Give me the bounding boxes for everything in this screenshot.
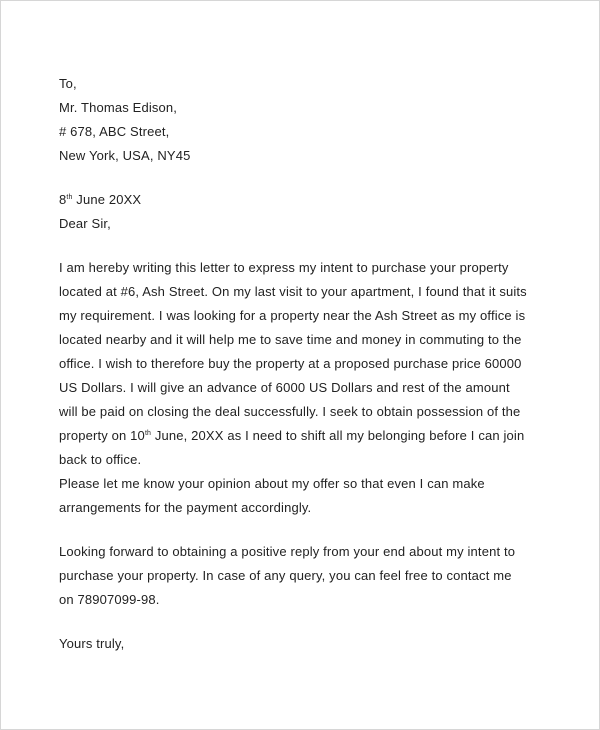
recipient-street: # 678, ABC Street, (59, 124, 170, 139)
spacer (59, 236, 529, 256)
letter-date (59, 188, 529, 212)
spacer (59, 612, 529, 632)
body-line: Please let me know your opinion about my offer so that even I can make (59, 476, 485, 491)
date-rest: June 20XX (72, 192, 142, 207)
letter-body (59, 72, 529, 656)
body-line: Looking forward to obtaining a positive reply from your end about my intent to (59, 544, 516, 559)
recipient-name: Mr. Thomas Edison, (59, 100, 178, 115)
body-line: office. I wish to therefore buy the property at a proposed purchase price 60000 (59, 356, 522, 371)
recipient-city: New York, USA, NY45 (59, 148, 191, 163)
body-line (59, 424, 529, 448)
body-line-part: June, 20XX as I need to shift all my belonging before I can join (151, 428, 525, 443)
body-line: back to office. (59, 452, 142, 467)
body-line: arrangements for the payment accordingly. (59, 500, 312, 515)
spacer (59, 520, 529, 540)
closing: Yours truly, (59, 636, 125, 651)
body-line: located at #6, Ash Street. On my last visit to your apartment, I found that it suits (59, 284, 527, 299)
body-line: will be paid on closing the deal successfully. I seek to obtain possession of the (59, 404, 521, 419)
body-line: located nearby and it will help me to save time and money in commuting to the (59, 332, 522, 347)
body-line-part: property on 10 (59, 428, 145, 443)
body-line: my requirement. I was looking for a property near the Ash Street as my office is (59, 308, 526, 323)
address-to: To, (59, 76, 77, 91)
body-line: I am hereby writing this letter to express my intent to purchase your property (59, 260, 509, 275)
body-line: purchase your property. In case of any query, you can feel free to contact me (59, 568, 512, 583)
date-day: 8 (59, 192, 67, 207)
date-suffix: th (66, 194, 73, 201)
body-line: on 78907099-98. (59, 592, 160, 607)
spacer (59, 168, 529, 188)
date-suffix: th (144, 430, 152, 437)
body-line: US Dollars. I will give an advance of 6000 US Dollars and rest of the amount (59, 380, 510, 395)
salutation: Dear Sir, (59, 216, 111, 231)
